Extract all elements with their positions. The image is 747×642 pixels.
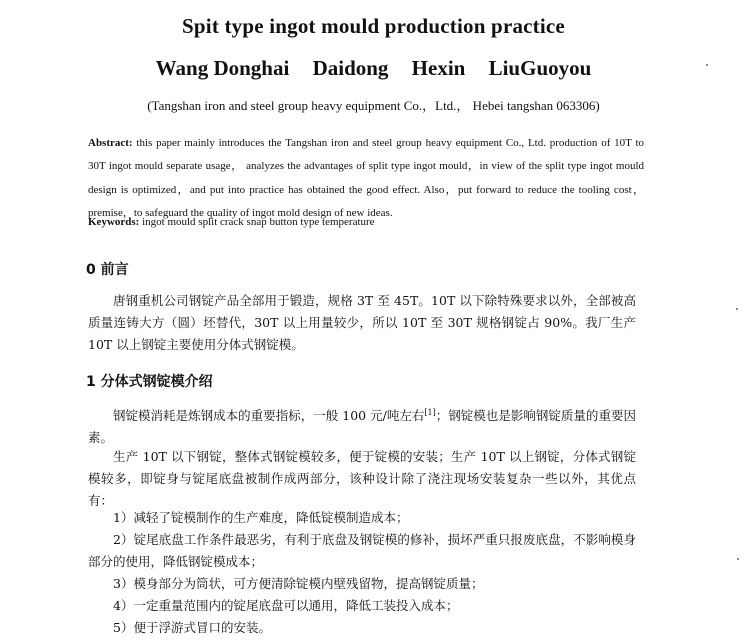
scan-speck [736, 308, 738, 310]
author-list [0, 56, 747, 81]
list-item: 3）模身部分为筒状，可方便清除锭模内壁残留物，提高钢锭质量； [113, 576, 484, 591]
body-paragraph: 生产 10T 以下钢锭，整体式钢锭模较多，便于锭模的安装；生产 10T 以上钢锭，分体式钢锭模较多，即锭身与锭尾底盘被制作成两部分，该种设计除了浇注现场安装复杂一些以外，其优点有： [88, 449, 636, 508]
paper-title: Spit type ingot mould production practice [182, 14, 565, 38]
section-heading-split-mould: 1 分体式钢锭模介绍 [86, 374, 213, 390]
abstract-text: this paper mainly introduces the Tangshan iron and steel group heavy equipment Co., Ltd. production of 10T to 30T ingot mould separate usage， analyzes the advantages of split type ingot mould，in view of the split type ingot mould design is optimized，and put into practice has obtained the good effect. Also，put forward to reduce the tooling cost，premise，to safeguard the quality of ingot mold design of new ideas. [88, 137, 644, 219]
author-name: Hexin [411, 56, 466, 80]
affiliation: (Tangshan iron and steel group heavy equipment Co.，Ltd.， Hebei tangshan 063306) [147, 98, 600, 113]
abstract-label: Abstract: [88, 137, 133, 149]
author-name: LiuGuoyou [488, 56, 592, 80]
keywords-text: ingot mould split crack snap button type temperature [139, 216, 375, 228]
keywords-label: Keywords: [88, 216, 140, 228]
section-heading-introduction: 0 前言 [86, 262, 129, 278]
citation-ref: [1] [424, 408, 436, 417]
scan-speck [737, 558, 739, 560]
list-item: 5）便于浮游式冒口的安装。 [113, 620, 271, 635]
author-name: Wang Donghai [155, 56, 290, 80]
list-item: 4）一定重量范围内的锭尾底盘可以通用，降低工装投入成本； [113, 598, 459, 613]
paragraph-text: 钢锭模消耗是炼钢成本的重要指标，一般 100 元/吨左右 [113, 408, 425, 424]
paragraph-text: ；钢锭模也是影响钢锭质量的重要因素。 [88, 408, 636, 446]
list-item: 2）锭尾底盘工作条件最恶劣，有利于底盘及钢锭模的修补，损坏严重只报废底盘，不影响模身部分的使用，降低钢锭模成本； [88, 532, 636, 569]
scan-speck [706, 64, 708, 66]
abstract [88, 132, 644, 225]
author-name: Daidong [312, 56, 389, 80]
introduction-paragraph: 唐钢重机公司钢锭产品全部用于锻造，规格 3T 至 45T。10T 以下除特殊要求以外，全部被高质量连铸大方（圆）坯替代，30T 以上用量较少，所以 10T 至 30T 规格钢锭占 90%。我厂生产 10T 以上钢锭主要使用分体式钢锭模。 [88, 293, 636, 352]
list-item: 1）减轻了锭模制作的生产难度，降低锭模制造成本； [113, 510, 409, 525]
body-paragraph [88, 402, 636, 449]
keywords [88, 216, 644, 228]
